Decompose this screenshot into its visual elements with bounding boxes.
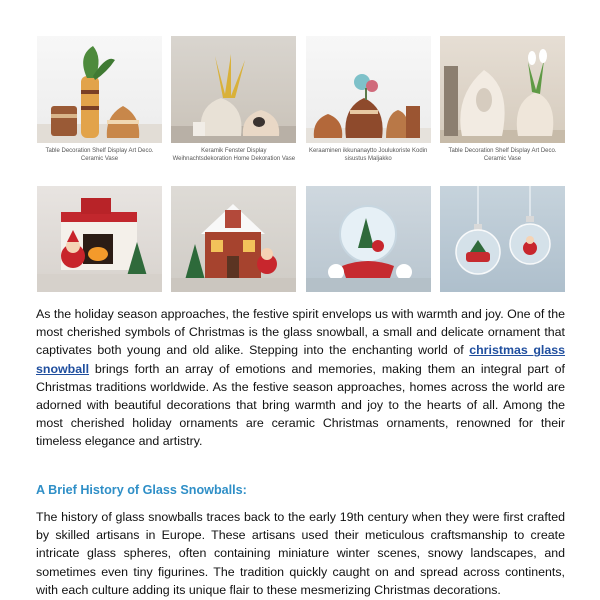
- snow-globe-photo[interactable]: [306, 186, 431, 292]
- product-caption: Keraaminen ikkunanaytto Joulukoriste Kodin sisustus Maljakko: [308, 148, 428, 162]
- vase-pair-photo[interactable]: [37, 36, 162, 143]
- product-card[interactable]: [171, 186, 296, 292]
- history-paragraph: The history of glass snowballs traces back to the early 19th century when they were first crafted by skilled artisans in Europe. These artisans used their meticulous craftsmanship to create intricate glass spheres, often containing miniature winter scenes, snowy landscapes, and sometimes even tiny figurines. The tradition quickly caught on and spread across continents, with each culture adding its unique flair to these mesmerizing Christmas decorations.: [36, 510, 565, 597]
- product-card[interactable]: [37, 36, 162, 163]
- glass-ornament-photo[interactable]: [440, 186, 565, 292]
- intro-paragraph: [36, 305, 565, 451]
- vase-with-plant-photo[interactable]: [171, 36, 296, 143]
- vase-group-photo[interactable]: [306, 36, 431, 143]
- product-card[interactable]: [440, 36, 565, 163]
- section-heading: A Brief History of Glass Snowballs:: [36, 483, 247, 497]
- product-gallery-row-2: [37, 186, 565, 292]
- intro-text-end: brings forth an array of emotions and memories, making them an integral part of Christmas traditions worldwide. As the festive season approaches, homes across the world are adorned with beautiful decorations that bring warmth and joy to the hearts of all. Among the most cherished holiday ornaments are ceramic Christmas ornaments, renowned for their timeless elegance and artistry.: [36, 361, 565, 449]
- product-card[interactable]: [440, 186, 565, 292]
- intro-text-start: As the holiday season approaches, the festive spirit envelops us with warmth and joy. One of the most cherished symbols of Christmas is the glass snowball, a small and delicate ornament that captivates both young and old alike. Stepping into the enchanting world of: [36, 307, 565, 358]
- product-card[interactable]: [306, 36, 431, 163]
- christmas-glass-snowball-link[interactable]: christmas glass snowball: [36, 343, 566, 376]
- product-caption: Table Decoration Shelf Display Art Deco. Ceramic Vase: [45, 148, 154, 162]
- product-card[interactable]: [306, 186, 431, 292]
- christmas-house-photo[interactable]: [171, 186, 296, 292]
- product-card[interactable]: [37, 186, 162, 292]
- product-card[interactable]: [171, 36, 296, 163]
- product-caption: Table Decoration Shelf Display Art Deco. Ceramic Vase: [448, 148, 557, 162]
- product-gallery-row-1: [37, 36, 565, 163]
- abstract-vase-photo[interactable]: [440, 36, 565, 143]
- product-caption: Keramik Fenster Display Weihnachtsdekoration Home Dekoration Vase: [172, 148, 296, 162]
- santa-fireplace-photo[interactable]: [37, 186, 162, 292]
